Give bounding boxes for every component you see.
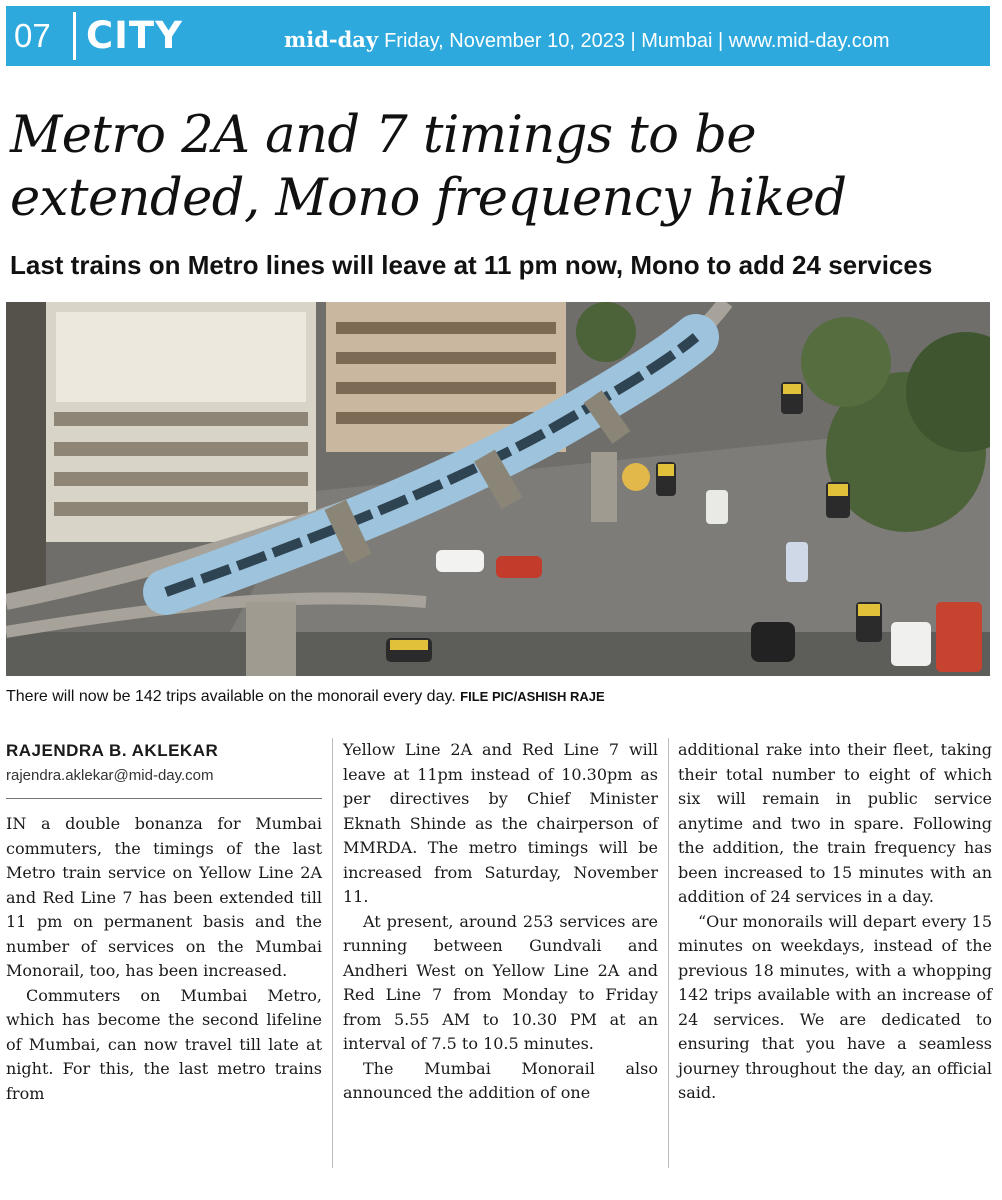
- column-divider: [668, 738, 669, 1168]
- monorail-photo: [6, 302, 990, 676]
- article-column-1: [6, 812, 322, 1106]
- photo-credit: FILE PIC/ASHISH RAJE: [460, 689, 605, 704]
- paragraph: “Our monorails will depart every 15 minutes on weekdays, instead of the previous 18 minutes, with a whopping 142 trips available with an increase of 24 services. We are dedicated to ensuring that you have a seamless journey throughout the day, an official said.: [678, 911, 992, 1102]
- paragraph: Yellow Line 2A and Red Line 7 will leave at 11pm instead of 10.30pm as per directives by Chief Minister Eknath Shinde as the chairperson of MMRDA. The metro timings will be increased from Saturday, November 11.: [343, 740, 658, 906]
- paragraph: At present, around 253 services are running between Gundvali and Andheri West on Yellow Line 2A and Red Line 7 from Monday to Friday from 5.55 AM to 10.30 PM at an interval of 7.5 to 10.5 minutes.: [343, 911, 658, 1053]
- paragraph: additional rake into their fleet, taking their total number to eight of which six will remain in public service anytime and two in spare. Following the addition, the train frequency has been increased to 15 minutes with an addition of 24 services in a day.: [678, 740, 992, 906]
- subheadline: Last trains on Metro lines will leave at 11 pm now, Mono to add 24 services: [10, 250, 933, 280]
- dateline: Friday, November 10, 2023 | Mumbai | www.mid-day.com: [384, 30, 890, 52]
- column-divider: [332, 738, 333, 1168]
- byline-author: RAJENDRA B. AKLEKAR: [6, 741, 219, 760]
- photo-caption: [6, 686, 605, 708]
- page-number: 07: [14, 17, 51, 54]
- byline-divider: [6, 798, 322, 799]
- paragraph: Commuters on Mumbai Metro, which has become the second lifeline of Mumbai, can now travel till late at night. For this, the last metro trains from: [6, 985, 322, 1103]
- paragraph: The Mumbai Monorail also announced the addition of one: [343, 1058, 658, 1102]
- section-title: CITY: [86, 14, 183, 57]
- byline-email: rajendra.aklekar@mid-day.com: [6, 767, 214, 784]
- article-column-2: [343, 738, 658, 1106]
- monorail-aerial-illustration: [6, 302, 990, 676]
- article-column-3: [678, 738, 992, 1106]
- banner-divider: [73, 12, 76, 60]
- brand-name: mid-day: [284, 27, 379, 52]
- headline: Metro 2A and 7 timings to be extended, Mono frequency hiked: [10, 106, 847, 228]
- section-banner: [6, 6, 990, 66]
- masthead: [284, 27, 889, 54]
- caption-text: There will now be 142 trips available on the monorail every day.: [6, 688, 456, 705]
- paragraph: IN a double bonanza for Mumbai commuters, the timings of the last Metro train service on Yellow Line 2A and Red Line 7 has been extended till 11 pm on permanent basis and the number of services on the Mumbai Monorail, too, has been increased.: [6, 814, 322, 980]
